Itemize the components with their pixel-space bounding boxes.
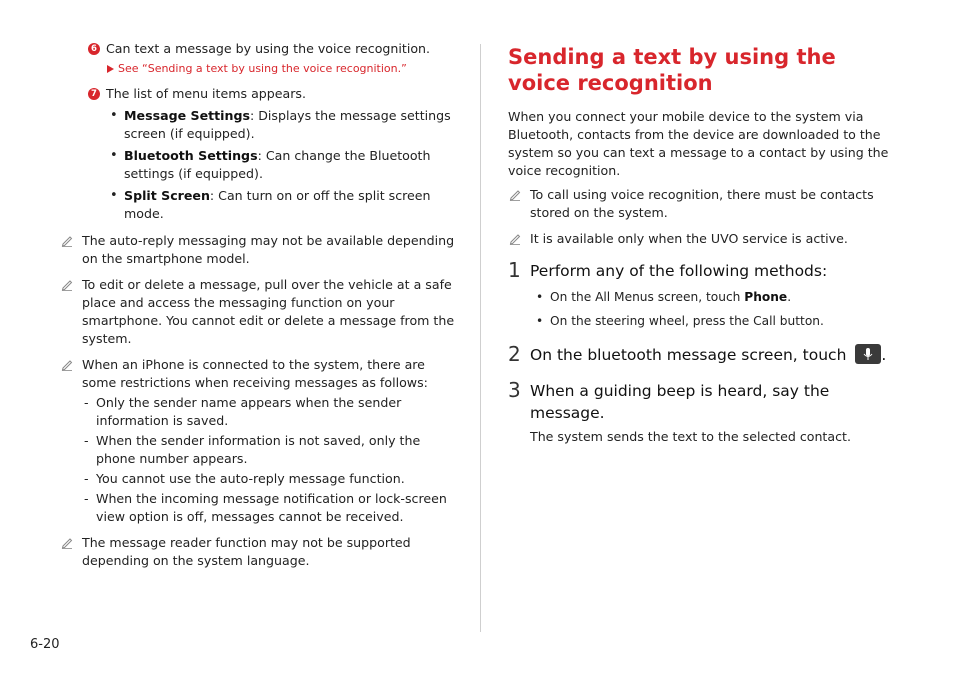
cross-reference-text: See “Sending a text by using the voice recognition.” — [118, 62, 407, 75]
pencil-note-icon — [60, 233, 74, 247]
list-item: • Bluetooth Settings: Can change the Bluetooth settings (if equipped). — [110, 148, 431, 181]
pencil-note-icon — [60, 535, 74, 549]
item-6-text: Can text a message by using the voice recognition. — [106, 41, 431, 56]
menu-item-6 — [60, 40, 455, 58]
page-number: 6-20 — [30, 637, 60, 652]
number-circle-7: 7 — [88, 88, 100, 100]
note: The message reader function may not be supported depending on the system language. — [60, 534, 455, 570]
step-title: Perform any of the following methods: — [530, 262, 828, 280]
note: It is available only when the UVO service is active. — [508, 230, 900, 248]
step-number: 2 — [508, 342, 521, 366]
list-item: • Message Settings: Displays the message settings screen (if equipped). — [110, 108, 451, 141]
step-2: 2 On the bluetooth message screen, touch . — [508, 342, 887, 366]
microphone-icon[interactable] — [855, 344, 881, 364]
step-number: 3 — [508, 378, 521, 402]
cross-reference[interactable] — [60, 61, 455, 77]
pencil-note-icon — [508, 187, 522, 201]
item-7-text: The list of menu items appears. — [106, 86, 306, 101]
list-item: - When the incoming message notification or lock-screen view option is off, messages cannot be received. — [84, 491, 447, 524]
restrictions-list — [82, 394, 455, 526]
step-title: When a guiding beep is heard, say the message. — [530, 382, 830, 422]
step-number: 1 — [508, 258, 521, 282]
step-title: On the bluetooth message screen, touch — [530, 346, 847, 364]
menu-item-7 — [60, 85, 455, 103]
pencil-note-icon — [60, 357, 74, 371]
note: To edit or delete a message, pull over the vehicle at a safe place and access the messaging function on your smartphone. You cannot edit or delete a message from the system. — [60, 276, 455, 348]
intro-paragraph: When you connect your mobile device to the system via Bluetooth, contacts from the device are downloaded to the system so you can text a message to a contact by using the voice recognition. — [508, 109, 889, 178]
column-divider — [480, 44, 481, 632]
number-circle-6: 6 — [88, 43, 100, 55]
note: The auto-reply messaging may not be available depending on the smartphone model. — [60, 232, 455, 268]
menu-items-list — [60, 107, 455, 223]
step-1-options — [508, 288, 900, 330]
list-item: • Split Screen: Can turn on or off the split screen mode. — [110, 188, 431, 221]
step-3 — [508, 380, 900, 424]
triangle-right-icon — [107, 65, 114, 73]
step-1 — [508, 260, 900, 282]
right-column — [508, 40, 900, 446]
term: Message Settings — [124, 108, 250, 123]
left-column — [60, 40, 455, 570]
section-heading: Sending a text by using the voice recognition — [508, 45, 836, 95]
list-item: - Only the sender name appears when the sender information is saved. — [84, 395, 402, 428]
term: Split Screen — [124, 188, 210, 203]
term: Bluetooth Settings — [124, 148, 258, 163]
pencil-note-icon — [60, 277, 74, 291]
list-item: - You cannot use the auto-reply message function. — [84, 471, 405, 486]
list-item: • On the All Menus screen, touch Phone. — [536, 290, 792, 304]
list-item: • On the steering wheel, press the Call button. — [536, 314, 824, 328]
note: To call using voice recognition, there must be contacts stored on the system. — [508, 186, 900, 222]
step-3-description: The system sends the text to the selected contact. — [530, 429, 851, 444]
note: When an iPhone is connected to the system, there are some restrictions when receiving messages as follows: - Only the sender name appears when the sender information is saved. - When the sender information is not saved, only the phone number appears. - You cannot use the auto-reply message function. - When the incoming message notification or lock-screen view option is off, messages cannot be received. — [60, 356, 455, 526]
list-item: - When the sender information is not saved, only the phone number appears. — [84, 433, 421, 466]
pencil-note-icon — [508, 231, 522, 245]
